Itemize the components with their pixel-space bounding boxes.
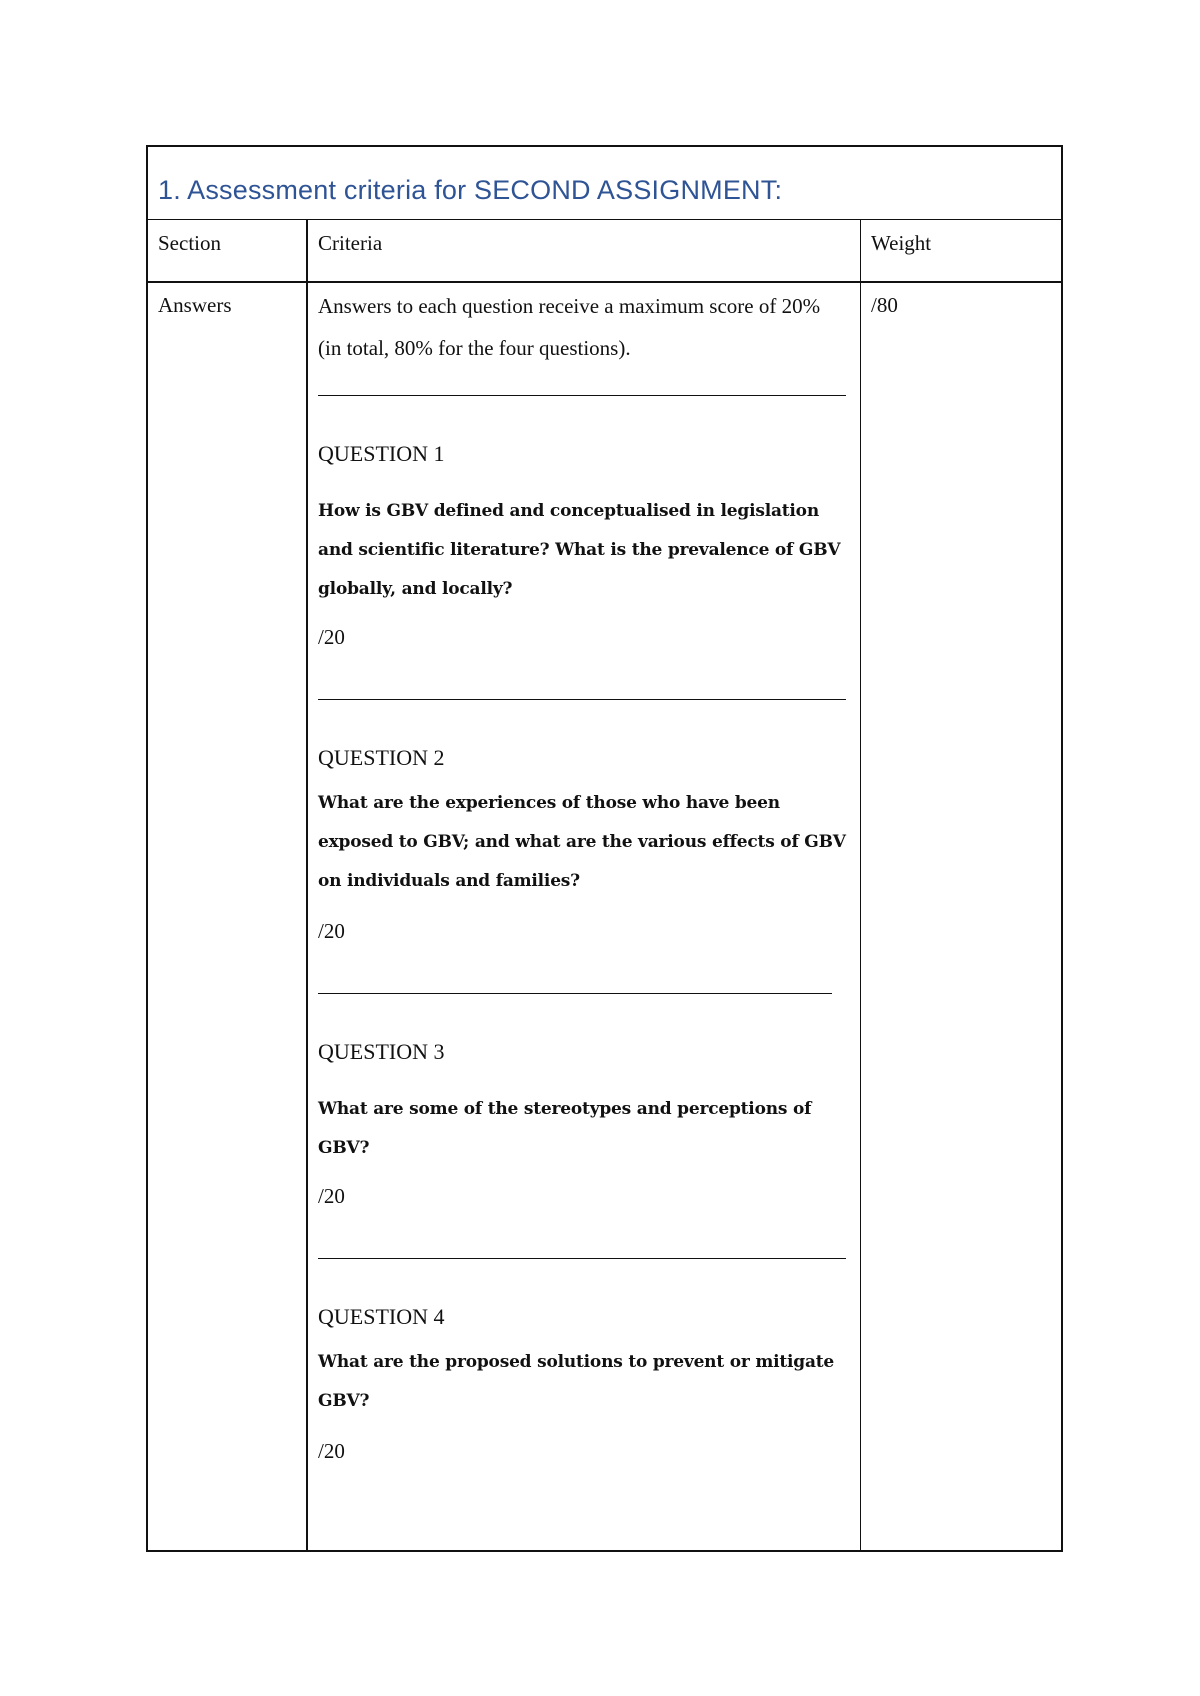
question-label: QUESTION 1 — [318, 441, 445, 466]
criteria-intro: Answers to each question receive a maximum score of 20% (in total, 80% for the four questions). — [318, 294, 821, 360]
question-score: /20 — [318, 919, 345, 943]
separator-line — [318, 1258, 846, 1259]
title-row — [148, 147, 1061, 220]
assessment-table — [146, 145, 1063, 1552]
header-criteria: Criteria — [318, 231, 383, 255]
question-score: /20 — [318, 625, 345, 649]
column-divider-weight — [860, 219, 861, 1550]
question-text: What are some of the stereotypes and perceptions of GBV? — [318, 1099, 812, 1158]
question-text: How is GBV defined and conceptualised in legislation and scientific literature? What is the prevalence of GBV globally, and locally? — [318, 501, 841, 599]
question-block-1 — [318, 440, 848, 651]
header-weight: Weight — [871, 231, 932, 255]
question-text: What are the experiences of those who have been exposed to GBV; and what are the various effects of GBV on individuals and families? — [318, 793, 846, 891]
column-divider-section — [306, 219, 308, 1550]
question-score: /20 — [318, 1439, 345, 1463]
header-section: Section — [158, 231, 221, 255]
question-label: QUESTION 4 — [318, 1304, 445, 1329]
question-text: What are the proposed solutions to prevent or mitigate GBV? — [318, 1352, 835, 1411]
question-label: QUESTION 3 — [318, 1039, 445, 1064]
question-block-2 — [318, 744, 848, 945]
separator-line — [318, 699, 846, 700]
criteria-cell — [318, 285, 848, 1465]
question-score: /20 — [318, 1184, 345, 1208]
question-block-4 — [318, 1303, 848, 1465]
section-answers: Answers — [158, 293, 232, 317]
table-title: 1. Assessment criteria for SECOND ASSIGNMENT: — [158, 175, 783, 205]
separator-line — [318, 993, 832, 994]
question-label: QUESTION 2 — [318, 745, 445, 770]
question-block-3 — [318, 1038, 848, 1210]
separator-line — [318, 395, 846, 396]
total-weight: /80 — [871, 293, 898, 317]
